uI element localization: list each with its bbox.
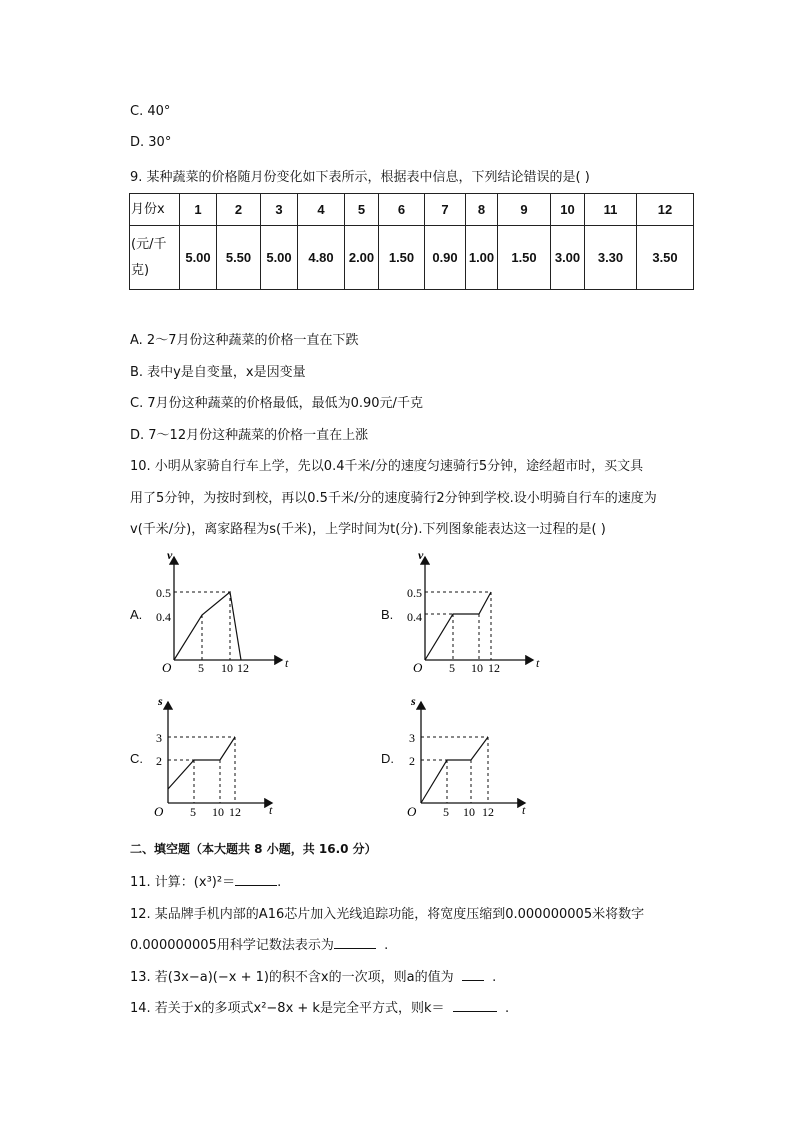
graph-c-label: C. bbox=[130, 751, 143, 766]
table-cell: 1 bbox=[180, 194, 217, 226]
graph-c-x-label: t bbox=[269, 803, 273, 817]
q9-option-c: C. 7月份这种蔬菜的价格最低，最低为0.90元/千克 bbox=[130, 396, 423, 411]
q10-stem-line3: v(千米/分)，离家路程为s(千米)，上学时间为t(分).下列图象能表达这一过程的是( ) bbox=[130, 522, 606, 537]
graph-b-ytick: 0.5 bbox=[407, 586, 422, 600]
graph-a bbox=[152, 545, 312, 675]
q8-option-c: C. 40° bbox=[130, 104, 171, 119]
table-cell: 5.50 bbox=[217, 226, 261, 290]
graph-a-xtick: 10 bbox=[221, 661, 233, 675]
graph-d-y-label: s bbox=[411, 694, 416, 708]
table-cell: 11 bbox=[585, 194, 637, 226]
q9-stem: 9. 某种蔬菜的价格随月份变化如下表所示，根据表中信息，下列结论错误的是( ) bbox=[130, 170, 590, 185]
graph-a-label: A. bbox=[130, 607, 143, 622]
section-title: 二、填空题（本大题共 8 小题，共 16.0 分） bbox=[130, 842, 377, 856]
table-cell: 4 bbox=[298, 194, 345, 226]
graph-a-ytick: 0.4 bbox=[156, 610, 171, 624]
graph-d-curve bbox=[421, 737, 488, 803]
q12-line1: 12. 某品牌手机内部的A16芯片加入光线追踪功能，将宽度压缩到0.000000005米将数字 bbox=[130, 907, 645, 922]
q8-option-d: D. 30° bbox=[130, 135, 172, 150]
q9-option-a: A. 2～7月份这种蔬菜的价格一直在下跌 bbox=[130, 333, 359, 348]
table-cell: 4.80 bbox=[298, 226, 345, 290]
graph-d-label: D. bbox=[381, 751, 394, 766]
table-cell: 8 bbox=[466, 194, 498, 226]
q13: 13. 若(3x−a)(−x + 1)的积不含x的一次项，则a的值为 . bbox=[130, 970, 497, 985]
graph-a-ytick: 0.5 bbox=[156, 586, 171, 600]
graph-d-xtick: 10 bbox=[463, 805, 475, 819]
graph-b-xtick: 12 bbox=[488, 661, 500, 675]
answer-blank[interactable] bbox=[453, 1011, 497, 1012]
graph-a-curve bbox=[174, 592, 241, 660]
graph-c bbox=[150, 692, 310, 822]
answer-blank[interactable] bbox=[462, 980, 484, 981]
graph-c-xtick: 5 bbox=[190, 805, 196, 819]
table-header-month: 月份x bbox=[130, 194, 180, 226]
table-cell: 10 bbox=[551, 194, 585, 226]
table-cell: 12 bbox=[637, 194, 694, 226]
table-cell: 2 bbox=[217, 194, 261, 226]
q9-option-d: D. 7～12月份这种蔬菜的价格一直在上涨 bbox=[130, 428, 369, 443]
table-cell: 0.90 bbox=[425, 226, 466, 290]
table-cell: 6 bbox=[379, 194, 425, 226]
graph-c-origin: O bbox=[154, 804, 164, 819]
graph-b-xtick: 10 bbox=[471, 661, 483, 675]
graph-a-origin: O bbox=[162, 660, 172, 675]
graph-a-xtick: 12 bbox=[237, 661, 249, 675]
graph-d-ytick: 3 bbox=[409, 731, 415, 745]
price-table bbox=[129, 193, 694, 290]
answer-blank[interactable] bbox=[334, 948, 376, 949]
graph-d-xtick: 5 bbox=[443, 805, 449, 819]
graph-b-x-label: t bbox=[536, 656, 540, 670]
table-cell: 5 bbox=[345, 194, 379, 226]
table-cell: 5.00 bbox=[261, 226, 298, 290]
graph-b-ytick: 0.4 bbox=[407, 610, 422, 624]
graph-b-y-label: v bbox=[418, 548, 424, 562]
graph-b bbox=[403, 545, 563, 675]
q10-stem-line2: 用了5分钟，为按时到校，再以0.5千米/分的速度骑行2分钟到学校.设小明骑自行车的速度为 bbox=[130, 491, 657, 506]
table-cell: 1.50 bbox=[379, 226, 425, 290]
graph-b-label: B. bbox=[381, 607, 394, 622]
graph-a-xtick: 5 bbox=[198, 661, 204, 675]
table-header-price: (元/千克) bbox=[130, 226, 180, 290]
q11: 11. 计算：(x³)²＝ . bbox=[130, 875, 282, 890]
table-cell: 2.00 bbox=[345, 226, 379, 290]
q9-option-b: B. 表中y是自变量，x是因变量 bbox=[130, 365, 306, 380]
graph-d-ytick: 2 bbox=[409, 754, 415, 768]
table-cell: 1.00 bbox=[466, 226, 498, 290]
table-row-month bbox=[130, 194, 694, 226]
graph-b-curve bbox=[425, 592, 491, 660]
answer-blank[interactable] bbox=[235, 885, 277, 886]
table-cell: 3.00 bbox=[551, 226, 585, 290]
graph-c-y-label: s bbox=[158, 694, 163, 708]
graph-d bbox=[403, 692, 563, 822]
table-cell: 3 bbox=[261, 194, 298, 226]
graph-d-xtick: 12 bbox=[482, 805, 494, 819]
graph-c-ytick: 2 bbox=[156, 754, 162, 768]
table-cell: 1.50 bbox=[498, 226, 551, 290]
table-cell: 3.50 bbox=[637, 226, 694, 290]
q14: 14. 若关于x的多项式x²−8x + k是完全平方式，则k＝ . bbox=[130, 1001, 510, 1016]
table-cell: 9 bbox=[498, 194, 551, 226]
graph-c-ytick: 3 bbox=[156, 731, 162, 745]
graph-d-origin: O bbox=[407, 804, 417, 819]
table-cell: 7 bbox=[425, 194, 466, 226]
graph-b-origin: O bbox=[413, 660, 423, 675]
graph-a-y-label: v bbox=[167, 548, 173, 562]
graph-c-xtick: 10 bbox=[212, 805, 224, 819]
q12-line2: 0.000000005用科学记数法表示为 . bbox=[130, 938, 389, 953]
table-cell: 3.30 bbox=[585, 226, 637, 290]
graph-a-x-label: t bbox=[285, 656, 289, 670]
graph-c-xtick: 12 bbox=[229, 805, 241, 819]
graph-b-xtick: 5 bbox=[449, 661, 455, 675]
table-cell: 5.00 bbox=[180, 226, 217, 290]
table-row-price bbox=[130, 226, 694, 290]
q10-stem-line1: 10. 小明从家骑自行车上学，先以0.4千米/分的速度匀速骑行5分钟，途经超市时，买文具 bbox=[130, 459, 644, 474]
graph-c-curve bbox=[168, 737, 235, 789]
graph-d-x-label: t bbox=[522, 803, 526, 817]
